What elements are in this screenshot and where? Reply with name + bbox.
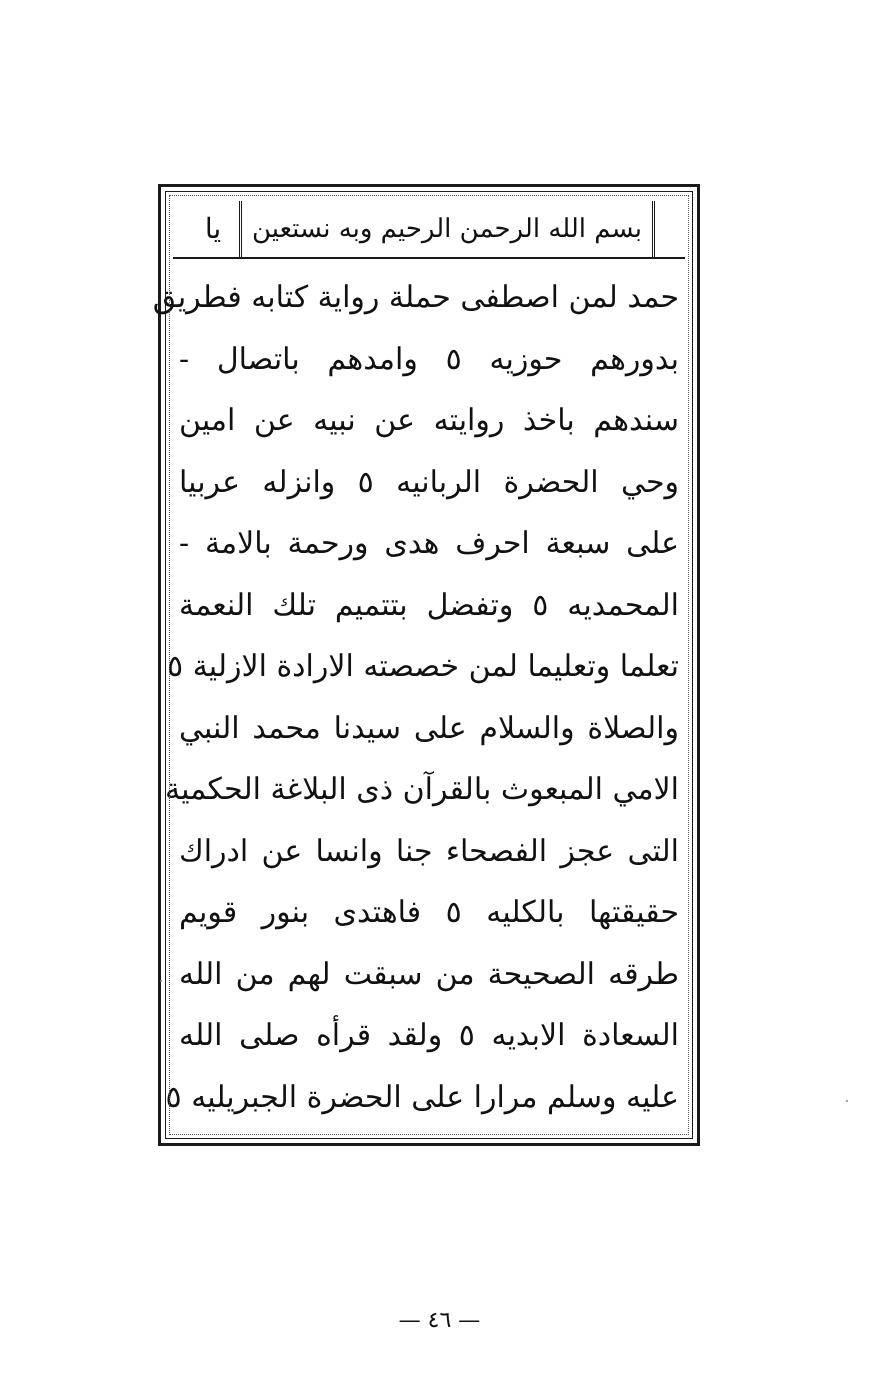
text-line: حقيقتها بالكليه ٥ فاهتدى بنور قويم	[179, 895, 680, 930]
basmala-box	[239, 201, 655, 257]
text-line: حمد لمن اصطفى حملة رواية كتابه فطريق	[152, 280, 679, 315]
folio-mark: يا	[204, 212, 222, 245]
text-line: على سبعة احرف هدى ورحمة بالامة -	[179, 526, 679, 561]
text-line: وحي الحضرة الربانيه ٥ وانزله عربيا	[179, 464, 679, 500]
text-line: عليه وسلم مرارا على الحضرة الجبريليه ٥	[165, 1079, 679, 1115]
text-line: طرقه الصحيحة من سبقت لهم من الله	[179, 956, 679, 992]
text-line: التى عجز الفصحاء جنا وانسا عن ادراك	[179, 833, 679, 869]
text-line: المحمديه ٥ وتفضل بتتميم تلك النعمة	[179, 587, 680, 623]
scan-speck	[160, 980, 162, 982]
header-band	[173, 201, 685, 259]
text-line: تعلما وتعليما لمن خصصته الارادة الازلية ٥	[167, 649, 679, 684]
text-line: السعادة الابديه ٥ ولقد قرأه صلى الله	[179, 1018, 679, 1053]
text-line: الامي المبعوث بالقرآن ذى البلاغة الحكمية	[165, 772, 679, 807]
text-line: بدورهم حوزيه ٥ وامدهم باتصال -	[179, 341, 679, 377]
text-line: والصلاة والسلام على سيدنا محمد النبي	[179, 710, 679, 746]
basmala-title: بسم الله الرحمن الرحيم وبه نستعين	[251, 214, 643, 244]
scan-speck	[846, 1100, 848, 1102]
manuscript-body	[152, 267, 680, 1128]
manuscript-frame	[152, 184, 700, 1146]
page-number: — ٤٦ —	[398, 1308, 481, 1333]
text-line: سندهم باخذ روايته عن نبيه عن امين	[179, 403, 679, 438]
folio-box	[193, 201, 233, 257]
